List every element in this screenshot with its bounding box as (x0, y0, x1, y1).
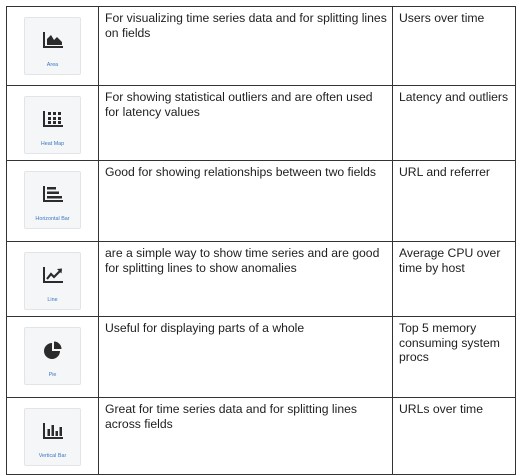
area-tile (24, 17, 81, 75)
line-tile (24, 252, 81, 310)
example-text: Users over time (399, 11, 485, 25)
heat-map-tile (24, 96, 81, 154)
example-text: Latency and outliers (399, 90, 509, 104)
vertical-bar-tile (24, 408, 81, 466)
description-cell (99, 161, 393, 242)
tile-label: Line (47, 297, 58, 303)
example-cell (393, 7, 516, 86)
tile-label: Vertical Bar (38, 453, 67, 459)
pie-tile (24, 327, 81, 385)
icon-cell (7, 86, 99, 161)
table-row (7, 398, 516, 475)
description-text: Good for showing relationships between two fields (105, 165, 376, 179)
description-text: Useful for displaying parts of a whole (105, 321, 305, 335)
description-cell (99, 242, 393, 317)
description-cell (99, 86, 393, 161)
tile-label: Heat Map (40, 141, 65, 147)
horizontal-bar-icon (42, 185, 64, 203)
table-row (7, 7, 516, 86)
example-text: Top 5 memory consuming system procs (399, 321, 500, 364)
example-cell (393, 161, 516, 242)
example-cell (393, 398, 516, 475)
table-row (7, 161, 516, 242)
table-row (7, 242, 516, 317)
pie-chart-icon (42, 341, 64, 359)
tile-label: Horizontal Bar (35, 216, 70, 222)
description-text: are a simple way to show time series and are good for splitting lines to show anomalies (105, 246, 380, 275)
description-cell (99, 398, 393, 475)
description-text: For visualizing time series data and for splitting lines on fields (105, 11, 387, 40)
example-text: URL and referrer (399, 165, 490, 179)
example-cell (393, 242, 516, 317)
description-text: For showing statistical outliers and are often used for latency values (105, 90, 373, 119)
horizontal-bar-tile (24, 171, 81, 229)
icon-cell (7, 398, 99, 475)
icon-cell (7, 317, 99, 398)
example-cell (393, 86, 516, 161)
example-cell (393, 317, 516, 398)
area-chart-icon (42, 31, 64, 49)
tile-label: Pie (48, 372, 57, 378)
line-chart-icon (42, 266, 64, 284)
example-text: Average CPU over time by host (399, 246, 501, 275)
example-text: URLs over time (399, 402, 483, 416)
heat-map-icon (42, 110, 64, 128)
description-cell (99, 7, 393, 86)
visualization-types-table (6, 6, 516, 475)
table-row (7, 317, 516, 398)
icon-cell (7, 161, 99, 242)
icon-cell (7, 7, 99, 86)
table-row (7, 86, 516, 161)
vertical-bar-icon (42, 422, 64, 440)
description-text: Great for time series data and for splitting lines across fields (105, 402, 357, 431)
description-cell (99, 317, 393, 398)
icon-cell (7, 242, 99, 317)
tile-label: Area (46, 62, 59, 68)
